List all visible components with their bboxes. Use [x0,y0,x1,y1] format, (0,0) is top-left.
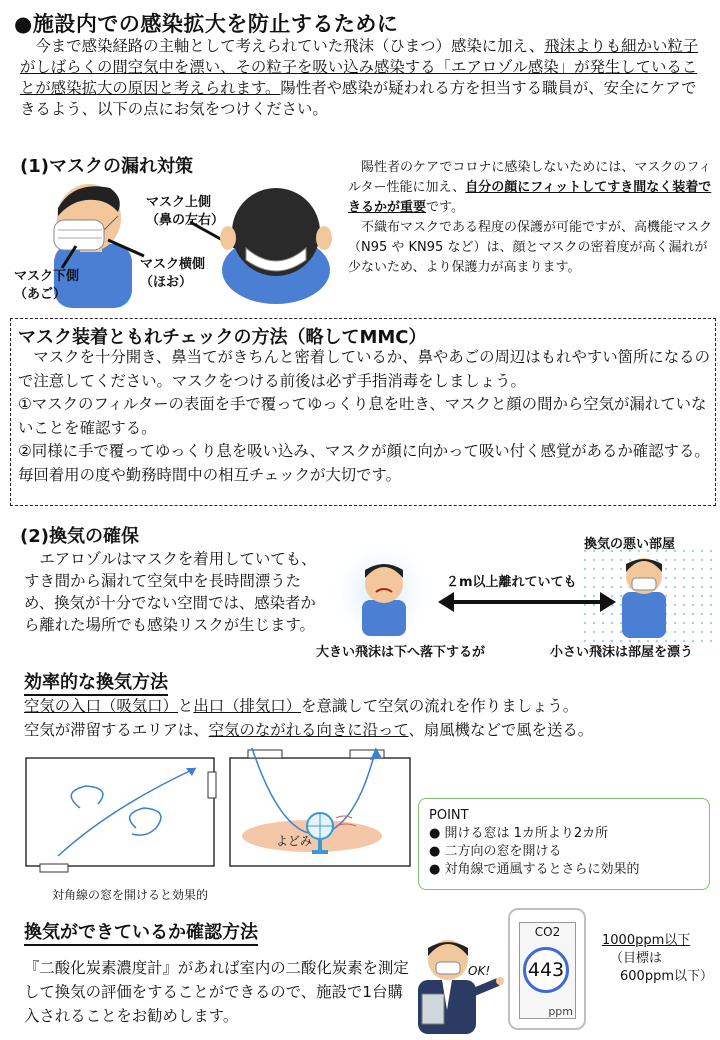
ventilation-text: エアロゾルはマスクを着用していても、すき間から漏れて空気中を長時間漂うため、換気が十分でない空間では、感染者から離れた場所でも感染リスクが生じます。 [24,550,317,634]
method-line2-a: 空気が滞留するエリアは、 [24,721,209,739]
outlet-text: 出口（排気口） [193,697,302,715]
mask-text-2: です。 [426,200,464,215]
co2-meter [508,908,586,1030]
mask-leak-text [348,158,712,278]
co2-label: CO2 [534,925,561,939]
mmc-paragraph-1: マスクを十分開き、鼻当てがきちんと密着しているか、鼻やあごの周辺はもれやすい箇所になるので注意してください。マスクをつける前後は必ず手指消毒をしましょう。 [18,348,710,390]
diagram-caption: 対角線の窓を開けると効果的 [52,888,209,902]
big-droplet-label: 大きい飛沫は下へ落下するが [316,645,486,660]
check-text: 『二酸化炭素濃度計』があれば室内の二酸化炭素を測定して換気の評価をすることができるので、施設で1台購入されることをお勧めします。 [24,959,409,1025]
mmc-paragraph-2: ①マスクのフィルターの表面を手で覆ってゆっくり息を吐き、マスクと顔の間から空気が漏れていないことを確認する。 [18,395,707,437]
mask-leak-heading: (1)マスクの漏れ対策 [20,156,193,177]
label-mask-side: マスク横側 （ほお） [140,257,206,290]
method-line1-mid: と [177,697,194,715]
ventilation-heading: (2)換気の確保 [20,526,139,547]
point-title: POINT [429,808,469,823]
intro-paragraph [20,36,700,120]
inlet-text: 空気の入口（吸気口） [24,697,178,715]
method-line1-end: を意識して空気の流れを作りましょう。 [301,697,579,715]
method-heading: 効率的な換気方法 [24,668,168,696]
mmc-body [18,346,712,487]
mmc-paragraph-3: ②同様に手で覆ってゆっくり息を吸い込み、マスクが顔に向かって吸い付く感覚があるか確認する。毎回着用の度や勤務時間中の相互チェックが大切です。 [18,442,710,484]
room-airflow-diagram [20,748,416,880]
co2-target [602,932,713,986]
check-heading: 換気ができているか確認方法 [24,918,258,946]
small-droplet-label: 小さい飛沫は部屋を漂う [550,645,694,660]
co2-value: 443 [527,959,565,981]
co2-gauge [523,947,569,993]
intro-text-2: 陽性者や感染が疑われる方を担当する職員が、安全にケアできるよう、以下の点にお気をつけください。 [20,79,697,118]
distance-label: ２m以上離れていても [446,575,577,590]
co2-unit: ppm [548,1005,573,1018]
ok-label: OK! [468,964,491,978]
label-mask-bottom: マスク下側 （あご） [14,269,80,302]
distant-person-figure [622,558,666,638]
method-line2-underlined: 空気のながれる向きに沿って [208,721,409,739]
point-item-1: ● 開ける窓は 1カ所より2カ所 [429,826,609,841]
page-title: ●施設内での感染拡大を防止するために [14,12,399,36]
staff-person-illustration [408,930,504,1034]
point-item-2: ● 二方向の窓を開ける [429,844,562,859]
label-mask-top: マスク上側 （鼻の左右） [146,195,225,228]
co2-target-goal-value: 600ppm以下） [620,969,713,984]
co2-target-goal-label: （目標は [610,951,663,966]
point-box [418,798,710,890]
mask-text-1: 陽性者のケアでコロナに感染しないためには、マスクのフィルター性能に加え、 [348,160,712,195]
co2-target-limit: 1000ppm以下 [602,933,691,948]
intro-underlined: 飛沫よりも細かい粒子がしばらくの間空気中を漂い、その粒子を吸い込み感染する「エアロゾル感染」が発生していることが感染拡大の原因と考えられます。 [20,37,699,97]
top-person-figure [220,188,332,304]
mask-text-bold: 自分の顔にフィットしてすき間なく装着できるかが重要 [348,180,712,215]
bad-room-label: 換気の悪い部屋 [584,537,676,552]
stagnant-label: よどみ [276,834,313,848]
intro-text-1: 今まで感染経路の主軸として考えられていた飛沫（ひまつ）感染に加え、 [20,37,545,55]
method-text [24,694,714,742]
mask-text-3: 不織布マスクである程度の保護が可能ですが、高機能マスク（N95 や KN95 など）は、顔とマスクの密着度が高く漏れが少ないため、より保護力が高まります。 [348,220,713,275]
method-line2-b: 、扇風機などで風を送る。 [408,721,594,739]
mmc-heading: マスク装着ともれチェックの方法（略してMMC） [18,327,427,348]
point-item-3: ● 対角線で通風するとさらに効果的 [429,862,640,877]
co2-meter-screen [519,922,576,1019]
